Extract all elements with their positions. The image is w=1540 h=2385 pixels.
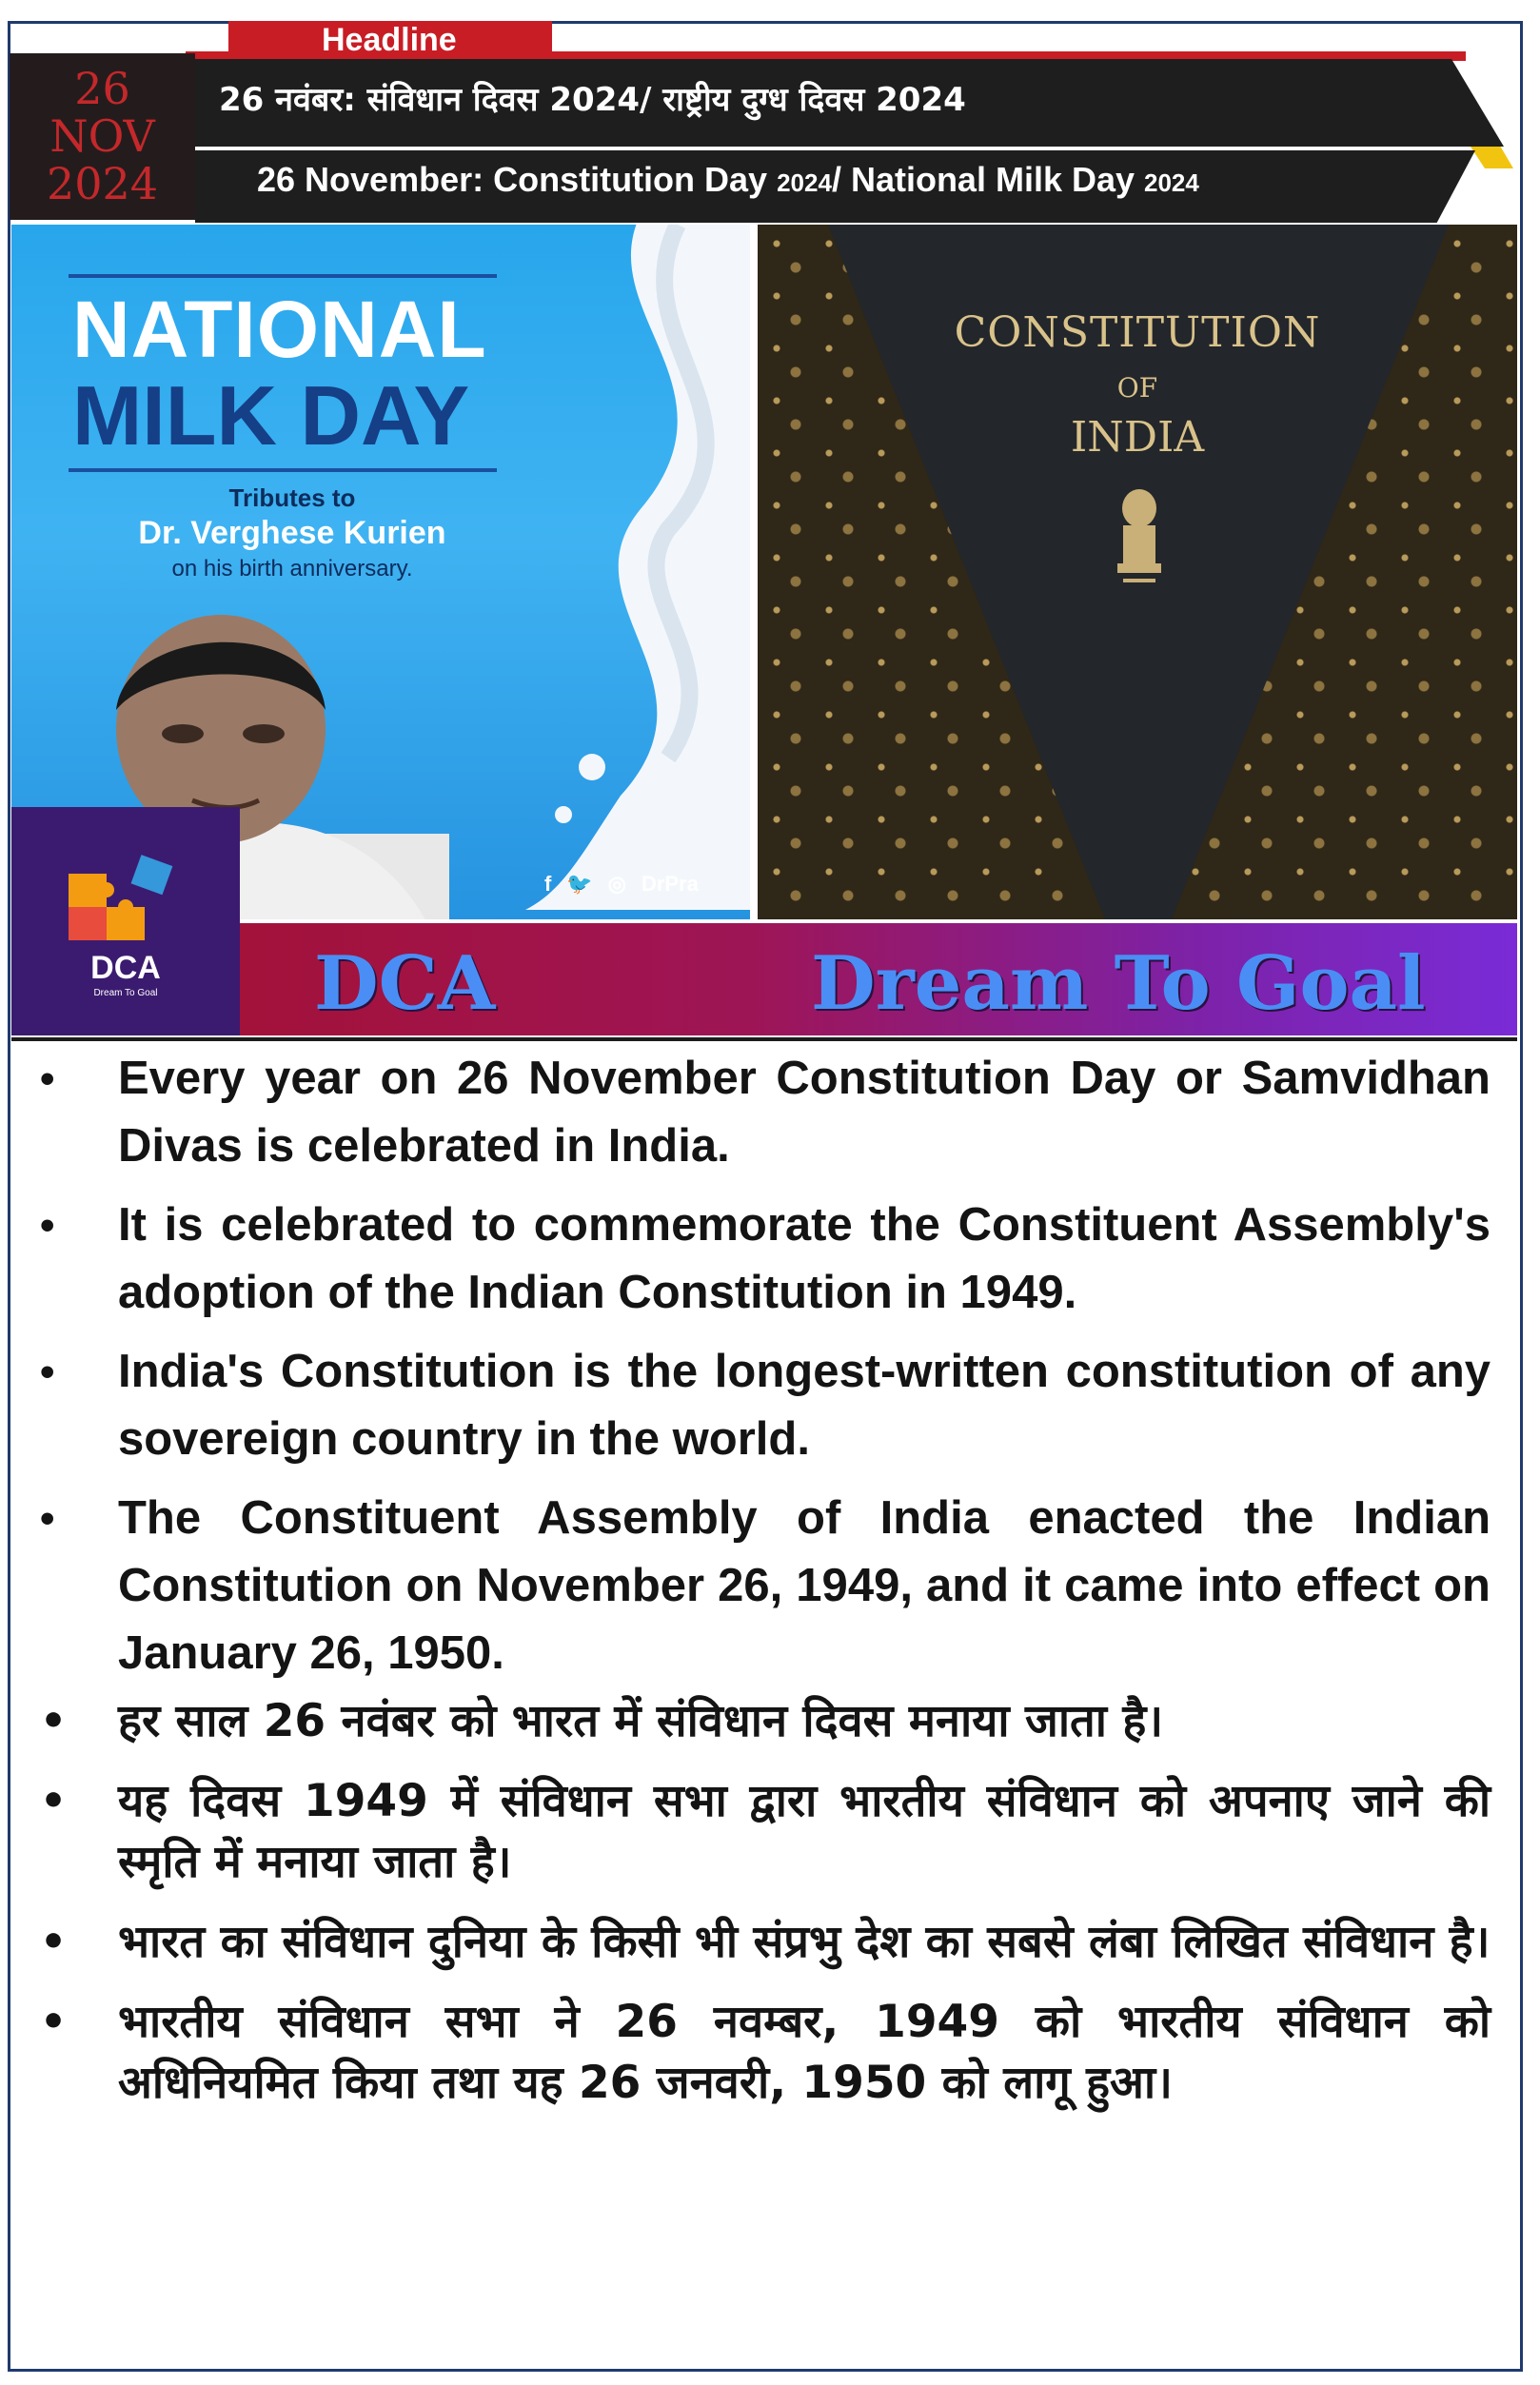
social-handle: DrPra [641, 872, 699, 896]
date-day: 26 [74, 63, 130, 114]
bullet-hi-4: • भारतीय संविधान सभा ने 26 नवम्बर, 1949 को भारतीय संविधान को अधिनियमित किया तथा यह 26 जनवरी, 1950 को लागू हुआ। [34, 1992, 1491, 2114]
bullet-en-4: • The Constituent Assembly of India enacted the Indian Constitution on November 26, 1949, and it came into effect on January 26, 1950. [34, 1485, 1491, 1687]
social-links [544, 872, 699, 897]
brand-banner [240, 923, 1517, 1035]
brand-banner-left: DCA [314, 940, 496, 1027]
title-rule-top [69, 274, 497, 278]
tribute-label: Tributes to [228, 483, 356, 512]
national-emblem-icon [1114, 487, 1165, 592]
article-body [34, 1045, 1491, 2133]
tribute-occasion: on his birth anniversary. [171, 556, 413, 581]
hindi-headline: 26 नवंबर: संविधान दिवस 2024/ राष्ट्रीय दुग्ध दिवस 2024 [219, 81, 966, 119]
english-headline [257, 160, 1199, 200]
bullet-hi-1: • हर साल 26 नवंबर को भारत में संविधान दिवस मनाया जाता है। [34, 1691, 1491, 1752]
english-headline-year1: 2024 [777, 168, 832, 197]
headline-tab-label: Headline [322, 22, 457, 58]
book-title-line3: INDIA [1070, 413, 1205, 462]
bullet-en-1: • Every year on 26 November Constitution Day or Samvidhan Divas is celebrated in India. [34, 1045, 1491, 1180]
book-title-line2: OF [1116, 372, 1158, 404]
tribute-name: Dr. Verghese Kurien [138, 515, 446, 551]
constitution-book-image [758, 225, 1517, 919]
bullet-en-2: • It is celebrated to commemorate the Constituent Assembly's adoption of the Indian Constitution in 1949. [34, 1192, 1491, 1327]
book-title-line1: CONSTITUTION [954, 308, 1321, 357]
dca-logo [11, 807, 240, 1035]
instagram-icon: ◎ [607, 872, 626, 896]
date-month: NOV [49, 110, 155, 162]
milk-day-title-line1: NATIONAL [72, 285, 487, 374]
dca-logo-text: DCA [90, 950, 161, 986]
brand-banner-right: Dream To Goal [811, 940, 1426, 1027]
date-year: 2024 [46, 158, 159, 209]
date-badge [10, 53, 195, 220]
puzzle-icon [69, 855, 183, 945]
section-divider [11, 1037, 1517, 1041]
milk-day-title-line2: MILK DAY [72, 368, 470, 463]
english-headline-part2: / National Milk Day [831, 160, 1145, 199]
bullet-hi-2: • यह दिवस 1949 में संविधान सभा द्वारा भारतीय संविधान को अपनाए जाने की स्मृति में मनाया जाता है। [34, 1771, 1491, 1893]
facebook-icon: f [544, 872, 552, 896]
bullet-en-3: • India's Constitution is the longest-written constitution of any sovereign country in the world. [34, 1338, 1491, 1473]
twitter-icon: 🐦 [566, 872, 593, 896]
english-headline-year2: 2024 [1144, 168, 1199, 197]
title-rule-bottom [69, 468, 497, 472]
dca-logo-tagline: Dream To Goal [93, 988, 158, 998]
bullet-hi-3: • भारत का संविधान दुनिया के किसी भी संप्रभु देश का सबसे लंबा लिखित संविधान है। [34, 1912, 1491, 1973]
english-headline-part1: 26 November: Constitution Day [257, 160, 778, 199]
